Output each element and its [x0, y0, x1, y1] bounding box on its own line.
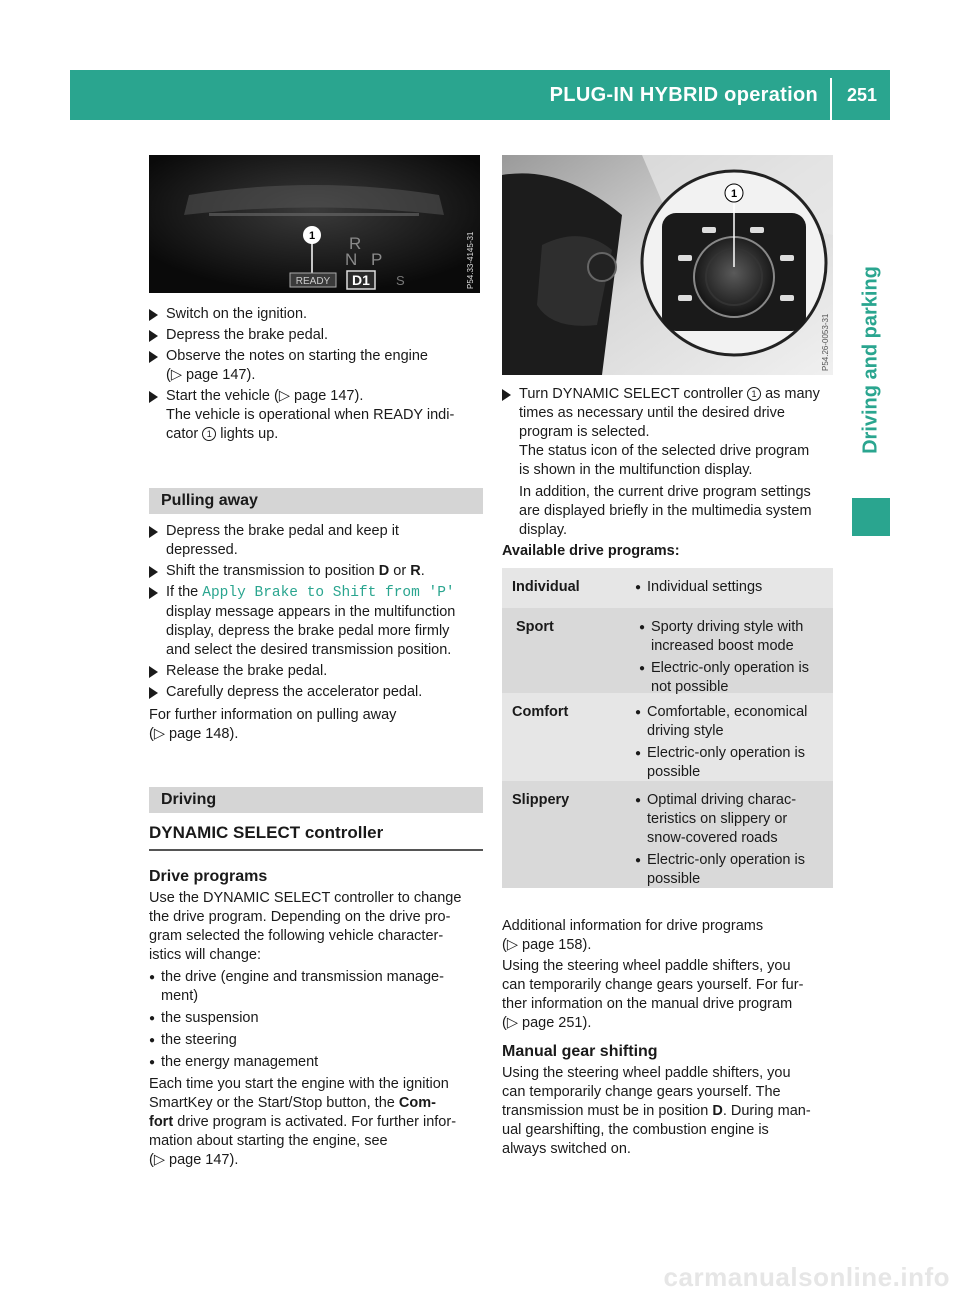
- svg-text:1: 1: [730, 188, 738, 200]
- side-tab-marker: [852, 498, 890, 536]
- step-arrow-icon: [502, 389, 511, 401]
- bullet-icon: ●: [635, 582, 642, 593]
- bullet-icon: ●: [639, 622, 646, 633]
- svg-text:N: N: [345, 250, 358, 269]
- paddle-shifters-info: Using the steering wheel paddle shifters, you can temporarily change gears yourself. For fur- ther information on the manual drive program (▷ page 251).: [502, 958, 804, 1031]
- step-arrow-icon: [149, 566, 158, 578]
- instrument-cluster-image: [149, 155, 480, 293]
- manual-shifting-text: Using the steering wheel paddle shifters, you can temporarily change gears yourself. The transmission must be in position D. During man- ual gearshifting, the combustion engine is always switched on.: [502, 1065, 811, 1157]
- table-row: [502, 781, 833, 888]
- step-arrow-icon: [149, 330, 158, 342]
- list-item: ● the steering: [149, 1032, 237, 1048]
- step-accelerator: Carefully depress the accelerator pedal.: [149, 683, 483, 702]
- heading-rule: [149, 849, 483, 851]
- instrument-cluster-graphic: [149, 155, 480, 293]
- step-apply-brake-message: If the Apply Brake to Shift from 'P' display message appears in the multifunction display, depress the brake pedal more firmly and select the desired transmission position.: [149, 583, 483, 660]
- list-item: ● Electric-only operation is possible: [635, 745, 805, 780]
- bullet-icon: ●: [635, 795, 642, 806]
- callout-1-icon: 1: [202, 427, 216, 441]
- step-observe-notes: Observe the notes on starting the engine (▷ page 147).: [149, 347, 483, 385]
- step-arrow-icon: [149, 391, 158, 403]
- step-shift-transmission: Shift the transmission to position D or R.: [149, 562, 483, 581]
- page-ref-link[interactable]: (▷ page 147).: [166, 367, 256, 383]
- table-row: [502, 693, 833, 781]
- table-row: [502, 568, 833, 608]
- display-message: Apply Brake to Shift from 'P': [202, 585, 455, 601]
- step-arrow-icon: [149, 587, 158, 599]
- step-keep-brake: Depress the brake pedal and keep it depressed.: [149, 522, 483, 560]
- heading-manual-gear-shifting: Manual gear shifting: [502, 1043, 658, 1060]
- watermark: carmanualsonline.info: [663, 1262, 950, 1292]
- list-item: ● Electric-only operation is possible: [635, 852, 805, 887]
- step-arrow-icon: [149, 526, 158, 538]
- bullet-icon: ●: [149, 1013, 156, 1024]
- bullet-icon: ●: [635, 748, 642, 759]
- program-name: Comfort: [512, 704, 569, 720]
- comfort-default-note: Each time you start the engine with the ignition SmartKey or the Start/Stop button, the Com- fort drive program is activated. For further infor- mation about starting the engine, see (▷ page 147).: [149, 1076, 457, 1168]
- bullet-icon: ●: [149, 1035, 156, 1046]
- list-item: ● Electric-only operation is not possible: [639, 660, 809, 695]
- svg-text:P54.33-4145-31: P54.33-4145-31: [466, 231, 475, 289]
- heading-dynamic-select: DYNAMIC SELECT controller: [149, 823, 384, 842]
- table-row: [502, 608, 833, 693]
- page-ref-link[interactable]: (▷ page 148).: [149, 726, 239, 742]
- drive-programs-intro: Use the DYNAMIC SELECT controller to change the drive program. Depending on the drive pro- gram selected the following vehicle character- istics will change:: [149, 890, 462, 963]
- svg-text:P54.26-0053-31: P54.26-0053-31: [821, 313, 830, 371]
- right-column: [502, 385, 836, 561]
- page-header: [70, 70, 890, 120]
- dynamic-select-controller-image: [502, 155, 833, 375]
- step-arrow-icon: [149, 309, 158, 321]
- list-item: ● the suspension: [149, 1010, 259, 1026]
- step-start-vehicle: Start the vehicle (▷ page 147). The vehicle is operational when READY indi- cator 1 lights up.: [149, 387, 483, 444]
- side-tab-label: Driving and parking: [859, 266, 882, 454]
- svg-text:D1: D1: [352, 272, 370, 288]
- step-arrow-icon: [149, 687, 158, 699]
- page-ref-link[interactable]: (▷ page 251).: [502, 1015, 592, 1031]
- step-arrow-icon: [149, 351, 158, 363]
- svg-text:P: P: [371, 250, 383, 269]
- heading-drive-programs: Drive programs: [149, 868, 268, 885]
- controller-graphic: [502, 155, 833, 375]
- page-number: 251: [846, 85, 878, 105]
- chapter-title: PLUG-IN HYBRID operation: [549, 84, 818, 106]
- svg-text:1: 1: [308, 230, 316, 242]
- bullet-icon: ●: [635, 855, 642, 866]
- page-ref-link[interactable]: (▷ page 158).: [502, 937, 592, 953]
- section-pulling-away: Pulling away: [149, 488, 483, 514]
- step-switch-on: Switch on the ignition.: [149, 305, 483, 324]
- step-arrow-icon: [149, 666, 158, 678]
- program-details: [627, 693, 833, 781]
- left-column: [149, 305, 483, 1170]
- list-item: ● the energy management: [149, 1054, 319, 1070]
- right-column-lower: [502, 917, 836, 1159]
- step-release-brake: Release the brake pedal.: [149, 662, 483, 681]
- program-details: [627, 781, 833, 888]
- additional-info: Additional information for drive programs (▷ page 158).: [502, 918, 764, 953]
- step-turn-controller: Turn DYNAMIC SELECT controller 1 as many times as necessary until the desired drive program is selected. The status icon of the selected drive program is shown in the multifunction display. In addition, the current drive program settings are displayed briefly in the multimedia system display.: [502, 385, 836, 540]
- list-item: ● Comfortable, economical driving style: [635, 704, 808, 739]
- further-info: For further information on pulling away (▷ page 148).: [149, 707, 397, 742]
- list-item: ● the drive (engine and transmission manage- ment): [149, 969, 444, 1004]
- bullet-icon: ●: [639, 663, 646, 674]
- program-name: Sport: [516, 619, 554, 635]
- heading-available-programs: Available drive programs:: [502, 543, 680, 559]
- bullet-icon: ●: [149, 972, 156, 983]
- side-tab: [852, 240, 890, 480]
- bullet-icon: ●: [635, 707, 642, 718]
- svg-text:S: S: [396, 273, 405, 288]
- svg-text:READY: READY: [295, 276, 331, 287]
- program-name: Individual: [512, 579, 580, 595]
- header-separator: [830, 78, 832, 120]
- list-item: ● Sporty driving style with increased boost mode: [639, 619, 804, 654]
- program-name: Slippery: [512, 792, 570, 808]
- callout-1-icon: 1: [747, 387, 761, 401]
- program-details: [631, 608, 833, 693]
- list-item: ● Optimal driving charac- teristics on slippery or snow-covered roads: [635, 792, 797, 846]
- step-depress-brake: Depress the brake pedal.: [149, 326, 483, 345]
- drive-programs-table: [502, 568, 833, 888]
- list-item: ● Individual settings: [635, 579, 763, 595]
- program-details: [627, 568, 833, 608]
- bullet-icon: ●: [149, 1057, 156, 1068]
- page-ref-link[interactable]: (▷ page 147).: [149, 1152, 239, 1168]
- section-driving: Driving: [149, 787, 483, 813]
- svg-text:R: R: [349, 234, 362, 253]
